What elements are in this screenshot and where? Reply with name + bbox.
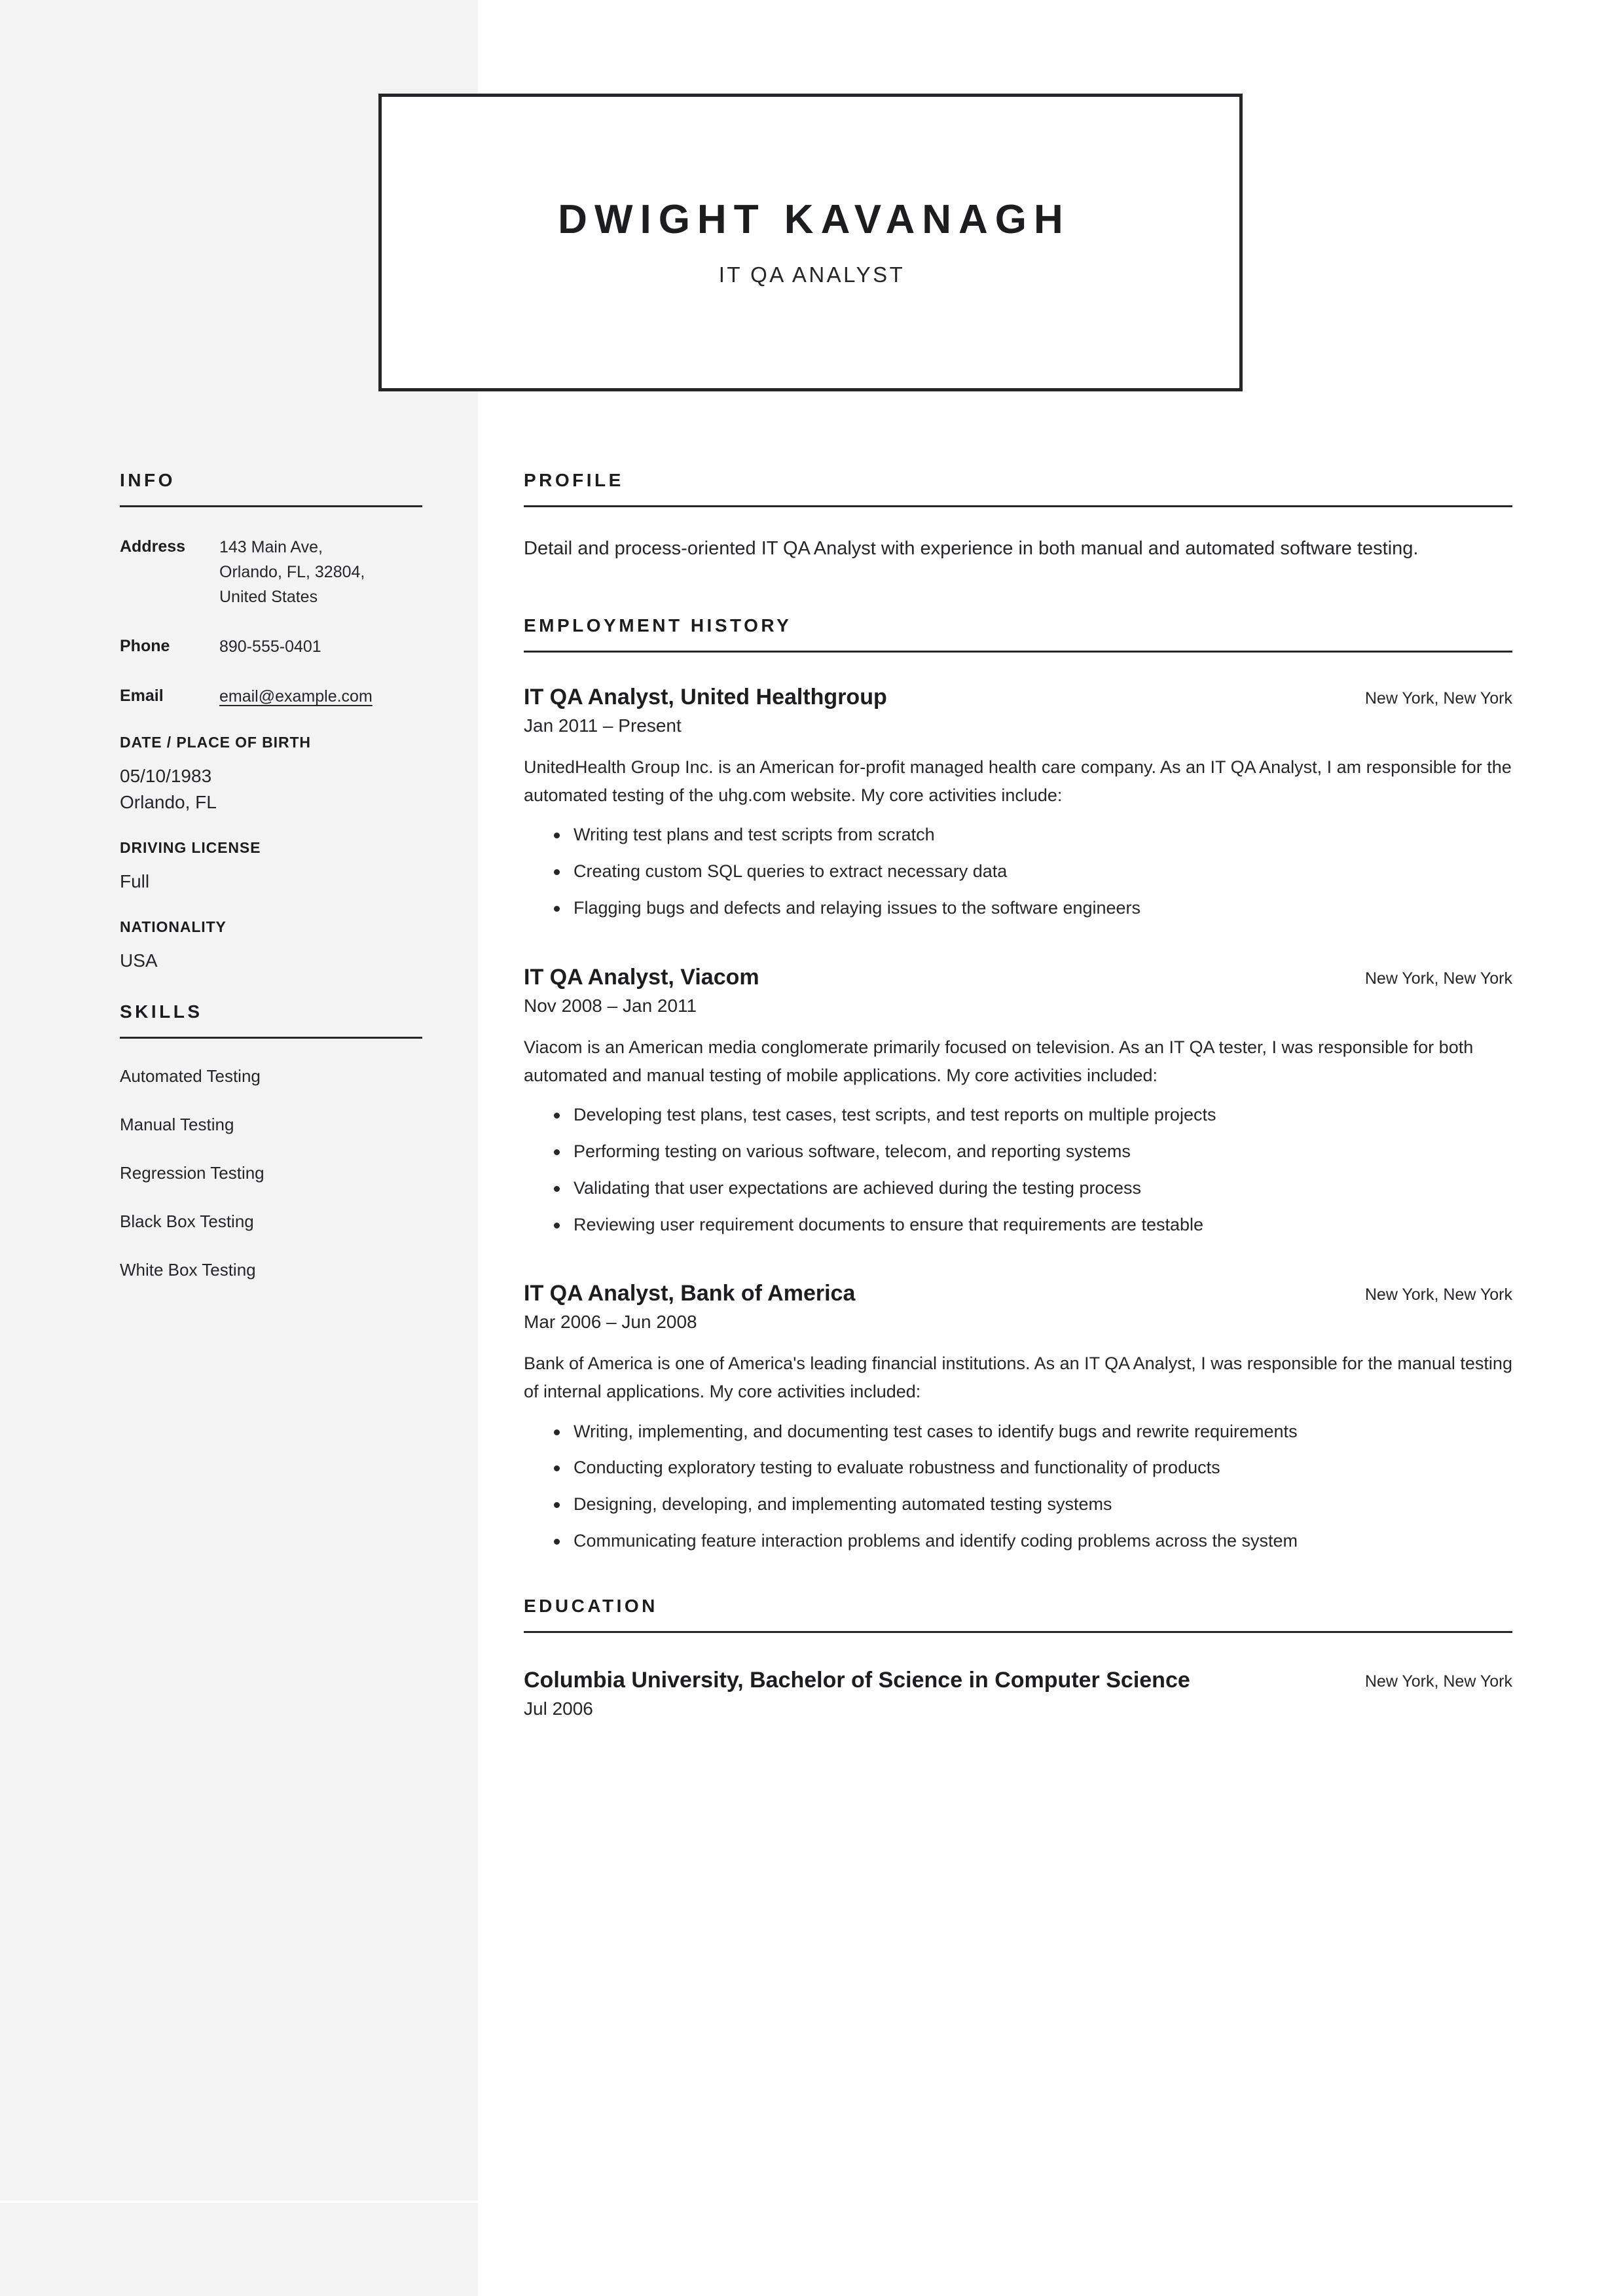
education-dates: Jul 2006 (524, 1698, 593, 1719)
skill-item: White Box Testing (120, 1260, 256, 1280)
info-list (120, 535, 428, 709)
info-block (120, 918, 428, 974)
info-block-label: DRIVING LICENSE (120, 839, 261, 857)
info-divider (120, 505, 422, 507)
header-name-box (378, 94, 1243, 391)
sidebar-background-page-two (0, 2203, 478, 2296)
page-title: DWIGHT KAVANAGH (558, 197, 1070, 243)
employment-entry (524, 963, 1512, 1239)
education-section-heading: EDUCATION (524, 1596, 658, 1616)
employment-location: New York, New York (1364, 1285, 1512, 1304)
employment-job-title: IT QA Analyst, Viacom (524, 964, 759, 990)
info-row (120, 684, 428, 709)
employment-bullet-list (524, 1418, 1512, 1555)
profile-text: Detail and process-oriented IT QA Analyst with experience in both manual and automated software testing. (524, 538, 1419, 559)
employment-job-title: IT QA Analyst, United Healthgroup (524, 684, 887, 709)
info-row-label: Address (120, 537, 186, 556)
employment-bullet: Writing, implementing, and documenting test cases to identify bugs and rewrite requirements (554, 1418, 1512, 1446)
skill-item: Manual Testing (120, 1115, 234, 1135)
employment-description: Bank of America is one of America's leading financial institutions. As an IT QA Analyst, I was responsible for the manual testing of internal applications. My core activities included: (524, 1354, 1512, 1402)
skills-list (120, 1066, 428, 1280)
skills-divider (120, 1037, 422, 1039)
info-row-label: Phone (120, 637, 170, 655)
employment-entry-header (524, 1279, 1512, 1308)
info-row-value (219, 684, 373, 709)
employment-entry (524, 1279, 1512, 1555)
education-degree-title: Columbia University, Bachelor of Science in Computer Science (524, 1668, 1190, 1693)
info-row-value: 890-555-0401 (219, 637, 321, 656)
education-entry-header (524, 1666, 1512, 1695)
info-block-label: NATIONALITY (120, 918, 227, 936)
profile-divider (524, 505, 1512, 507)
employment-bullet: Reviewing user requirement documents to ensure that requirements are testable (554, 1211, 1512, 1239)
skill-item: Regression Testing (120, 1163, 264, 1183)
employment-entry (524, 683, 1512, 922)
info-block-value: USA (120, 950, 158, 971)
employment-bullet: Performing testing on various software, telecom, and reporting systems (554, 1138, 1512, 1166)
entry-spacer (524, 1247, 1512, 1279)
employment-section-heading: EMPLOYMENT HISTORY (524, 615, 792, 636)
info-block (120, 734, 428, 816)
employment-entry-header (524, 683, 1512, 712)
skill-item: Black Box Testing (120, 1211, 254, 1232)
employment-dates: Jan 2011 – Present (524, 715, 682, 736)
employment-bullet: Designing, developing, and implementing automated testing systems (554, 1491, 1512, 1518)
person-job-title: IT QA ANALYST (718, 262, 905, 287)
employment-location: New York, New York (1364, 969, 1512, 988)
info-block-value: 05/10/1983 Orlando, FL (120, 766, 217, 813)
employment-bullet-list (524, 821, 1512, 922)
info-block-label: DATE / PLACE OF BIRTH (120, 734, 311, 751)
employment-entry-header (524, 963, 1512, 992)
employment-description: Viacom is an American media conglomerate primarily focused on television. As an IT QA tester, I was responsible for both automated and manual testing of mobile applications. My core activities included: (524, 1037, 1474, 1085)
employment-dates: Mar 2006 – Jun 2008 (524, 1312, 697, 1333)
employment-bullet: Writing test plans and test scripts from scratch (554, 821, 1512, 849)
profile-section-heading: PROFILE (524, 470, 624, 490)
employment-list (524, 683, 1512, 1555)
employment-bullet: Validating that user expectations are achieved during the testing process (554, 1175, 1512, 1202)
employment-bullet: Flagging bugs and defects and relaying issues to the software engineers (554, 895, 1512, 922)
info-block (120, 839, 428, 895)
employment-dates: Nov 2008 – Jan 2011 (524, 995, 697, 1016)
employment-divider (524, 651, 1512, 653)
info-block-value: Full (120, 871, 150, 892)
info-row (120, 634, 428, 659)
skills-section-heading: SKILLS (120, 1001, 203, 1022)
employment-bullet-list (524, 1102, 1512, 1238)
info-row-value: 143 Main Ave, Orlando, FL, 32804, United States (219, 538, 365, 606)
info-detail-blocks (120, 734, 428, 974)
employment-location: New York, New York (1364, 689, 1512, 708)
main-content (524, 470, 1512, 1719)
education-divider (524, 1631, 1512, 1633)
skill-item: Automated Testing (120, 1066, 261, 1086)
info-section-heading: INFO (120, 470, 175, 490)
employment-job-title: IT QA Analyst, Bank of America (524, 1281, 856, 1306)
education-location: New York, New York (1364, 1672, 1512, 1691)
education-list (524, 1666, 1512, 1719)
sidebar (120, 470, 428, 1308)
employment-bullet: Developing test plans, test cases, test scripts, and test reports on multiple projects (554, 1102, 1512, 1129)
info-row (120, 535, 428, 609)
education-entry (524, 1666, 1512, 1719)
entry-spacer (524, 931, 1512, 963)
employment-description: UnitedHealth Group Inc. is an American for-profit managed health care company. As an IT QA Analyst, I am responsible for the automated testing of the uhg.com website. My core activities include: (524, 757, 1512, 806)
info-row-label: Email (120, 687, 164, 705)
employment-bullet: Communicating feature interaction problems and identify coding problems across the system (554, 1528, 1512, 1555)
email-link[interactable]: email@example.com (219, 687, 373, 706)
employment-bullet: Creating custom SQL queries to extract necessary data (554, 858, 1512, 886)
employment-bullet: Conducting exploratory testing to evaluate robustness and functionality of products (554, 1454, 1512, 1482)
